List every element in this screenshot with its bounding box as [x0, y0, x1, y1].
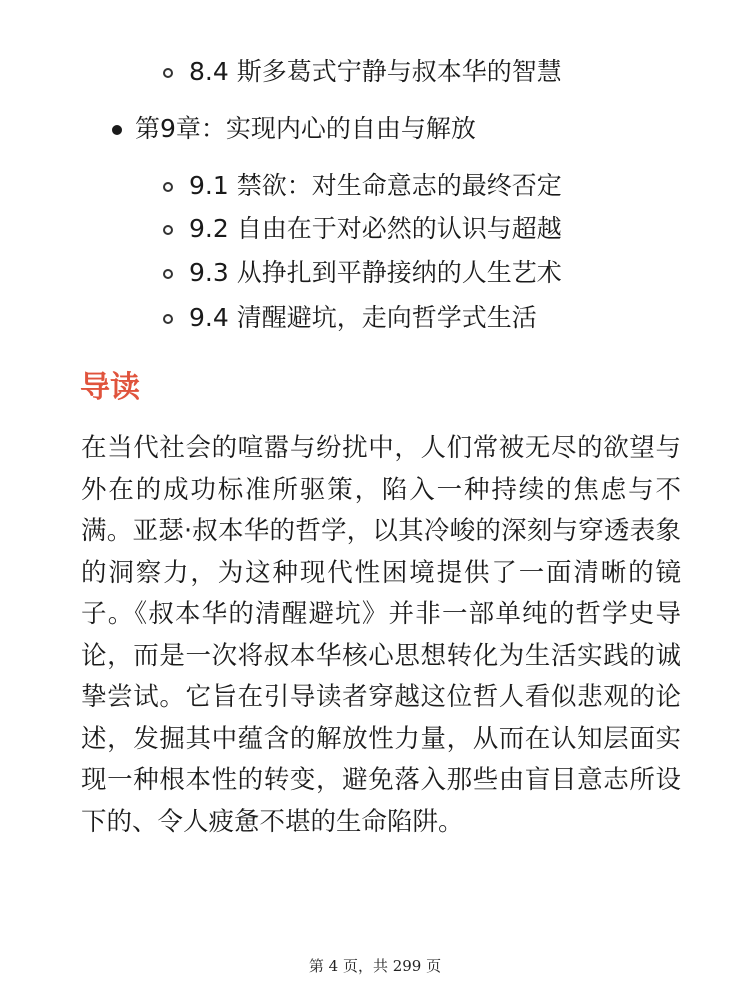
circle-bullet-icon	[163, 182, 173, 192]
page-footer: 第 4 页，共 299 页	[308, 957, 442, 975]
disc-bullet-icon	[112, 125, 122, 135]
circle-bullet-icon	[163, 68, 173, 78]
toc-item-label: 9.3 从挣扎到平静接纳的人生艺术	[189, 258, 562, 287]
circle-bullet-icon	[163, 314, 173, 324]
toc-item-label: 8.4 斯多葛式宁静与叔本华的智慧	[189, 57, 562, 86]
intro-paragraph: 在当代社会的喧嚣与纷扰中，人们常被无尽的欲望与外在的成功标准所驱策，陷入一种持续的焦虑与不满。亚瑟·叔本华的哲学，以其冷峻的深刻与穿透表象的洞察力，为这种现代性困境提供了一面清晰的镜子。《叔本华的清醒避坑》并非一部单纯的哲学史导论，而是一次将叔本华核心思想转化为生活实践的诚挚尝试。它旨在引导读者穿越这位哲人看似悲观的论述，发掘其中蕴含的解放性力量，从而在认知层面实现一种根本性的转变，避免落入那些由盲目意志所设下的、令人疲惫不堪的生命陷阱。	[81, 433, 681, 837]
circle-bullet-icon	[163, 225, 173, 235]
toc-chapter-label: 第9章：实现内心的自由与解放	[135, 114, 476, 143]
toc-item-label: 9.1 禁欲：对生命意志的最终否定	[189, 171, 562, 200]
toc-item-label: 9.4 清醒避坑，走向哲学式生活	[189, 303, 537, 332]
toc-item-label: 9.2 自由在于对必然的认识与超越	[189, 214, 562, 243]
circle-bullet-icon	[163, 269, 173, 279]
section-heading: 导读	[80, 370, 140, 405]
